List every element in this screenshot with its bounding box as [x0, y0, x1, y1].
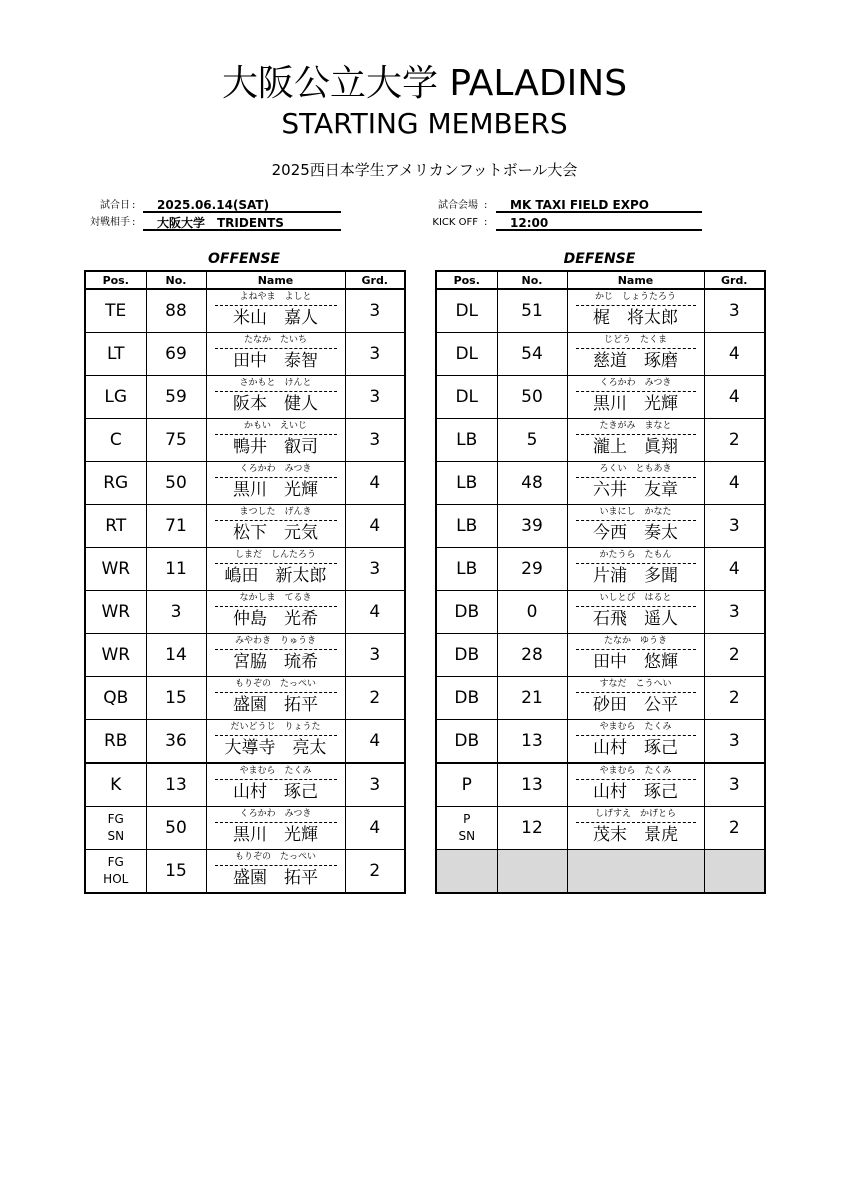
offense-col-grd: Grd.: [345, 271, 405, 289]
defense-col-no: No.: [497, 271, 567, 289]
jersey-number: 88: [146, 289, 206, 333]
reading-divider: [215, 649, 337, 650]
position-cell: RT: [85, 505, 146, 548]
grade-cell: 4: [704, 548, 765, 591]
reading-divider: [576, 434, 696, 435]
venue-separator: :: [484, 200, 488, 211]
player-name: 砂田 公平: [593, 695, 678, 715]
grade-cell: 2: [704, 419, 765, 462]
jersey-number: 71: [146, 505, 206, 548]
jersey-number: 3: [146, 591, 206, 634]
reading-divider: [576, 735, 696, 736]
player-name: 六井 友章: [593, 480, 678, 500]
name-cell: [567, 807, 704, 850]
name-cell: [206, 591, 345, 634]
empty-row: [436, 850, 765, 894]
name-cell: [206, 634, 345, 677]
reading-divider: [576, 779, 696, 780]
reading-divider: [215, 520, 337, 521]
jersey-number: 54: [497, 333, 567, 376]
position-cell: QB: [85, 677, 146, 720]
position-cell: LG: [85, 376, 146, 419]
reading-divider: [215, 391, 337, 392]
player-name: 片浦 多聞: [593, 566, 678, 586]
jersey-number: 0: [497, 591, 567, 634]
offense-table: [84, 270, 406, 894]
reading-divider: [576, 563, 696, 564]
position-cell: K: [85, 763, 146, 807]
jersey-number: 15: [146, 850, 206, 894]
kickoff-label: KICK OFF: [432, 217, 478, 228]
position-cell: P: [436, 763, 497, 807]
table-row: [85, 376, 405, 419]
defense-title: DEFENSE: [563, 251, 636, 267]
grade-cell: 4: [704, 333, 765, 376]
grade-cell: 3: [345, 376, 405, 419]
table-row: [436, 720, 765, 764]
player-name: 阪本 健人: [233, 394, 318, 414]
table-row: [85, 720, 405, 764]
name-reading: まつした げんき: [239, 507, 312, 517]
jersey-number: 11: [146, 548, 206, 591]
name-cell: [206, 548, 345, 591]
table-row: [436, 634, 765, 677]
name-cell: [206, 763, 345, 807]
position-cell: LB: [436, 505, 497, 548]
table-row: [85, 289, 405, 333]
empty-cell: [497, 850, 567, 894]
player-name: 山村 琢己: [593, 738, 678, 758]
reading-divider: [215, 692, 337, 693]
reading-divider: [576, 391, 696, 392]
venue-value: MK TAXI FIELD EXPO: [496, 198, 702, 213]
grade-cell: 3: [704, 505, 765, 548]
name-reading: じどう たくま: [603, 335, 667, 345]
position-cell: DL: [436, 289, 497, 333]
name-reading: やまむら たくみ: [599, 766, 672, 776]
reading-divider: [215, 865, 337, 866]
reading-divider: [576, 520, 696, 521]
grade-cell: 3: [345, 289, 405, 333]
player-name: 米山 嘉人: [233, 308, 318, 328]
grade-cell: 4: [345, 591, 405, 634]
position-cell: RG: [85, 462, 146, 505]
jersey-number: 29: [497, 548, 567, 591]
opponent-label: 対戦相手: [90, 217, 130, 228]
tournament-name: 2025西日本学生アメリカンフットボール大会: [271, 161, 578, 179]
name-cell: [567, 720, 704, 764]
reading-divider: [215, 606, 337, 607]
position-cell: WR: [85, 548, 146, 591]
name-reading: やまむら たくみ: [599, 722, 672, 732]
name-cell: [206, 289, 345, 333]
player-name: 嶋田 新太郎: [224, 566, 327, 586]
grade-cell: 3: [345, 763, 405, 807]
name-reading: しげすえ かげとら: [594, 809, 676, 819]
table-row: [85, 763, 405, 807]
name-reading: だいどうじ りょうた: [230, 722, 321, 732]
jersey-number: 75: [146, 419, 206, 462]
table-row: [436, 376, 765, 419]
name-cell: [567, 634, 704, 677]
reading-divider: [576, 348, 696, 349]
reading-divider: [215, 348, 337, 349]
name-reading: くろかわ みつき: [239, 464, 312, 474]
position-cell: LB: [436, 548, 497, 591]
reading-divider: [215, 434, 337, 435]
player-name: 松下 元気: [233, 523, 318, 543]
jersey-number: 39: [497, 505, 567, 548]
jersey-number: 28: [497, 634, 567, 677]
name-reading: みやわき りゅうき: [234, 636, 316, 646]
name-cell: [206, 720, 345, 764]
date-value: 2025.06.14(SAT): [143, 198, 341, 213]
reading-divider: [215, 779, 337, 780]
position-cell: DB: [436, 677, 497, 720]
empty-cell: [436, 850, 497, 894]
defense-col-pos: Pos.: [436, 271, 497, 289]
position-cell: TE: [85, 289, 146, 333]
player-name: 宮脇 琉希: [233, 652, 318, 672]
grade-cell: 2: [345, 850, 405, 894]
table-row: [436, 548, 765, 591]
name-cell: [567, 419, 704, 462]
name-cell: [567, 333, 704, 376]
defense-col-name: Name: [567, 271, 704, 289]
jersey-number: 50: [146, 462, 206, 505]
position-cell: LT: [85, 333, 146, 376]
venue-label: 試合会場: [438, 200, 478, 211]
jersey-number: 21: [497, 677, 567, 720]
grade-cell: 3: [704, 289, 765, 333]
name-reading: かたうら たもん: [599, 550, 672, 560]
grade-cell: 4: [345, 505, 405, 548]
table-row: [436, 677, 765, 720]
jersey-number: 50: [497, 376, 567, 419]
name-reading: くろかわ みつき: [599, 378, 672, 388]
jersey-number: 14: [146, 634, 206, 677]
table-row: [85, 333, 405, 376]
grade-cell: 3: [704, 720, 765, 764]
table-row: [85, 850, 405, 894]
grade-cell: 2: [704, 677, 765, 720]
player-name: 黒川 光輝: [593, 394, 678, 414]
player-name: 今西 奏太: [593, 523, 678, 543]
kickoff-separator: :: [484, 217, 488, 228]
name-reading: よねやま よしと: [239, 292, 312, 302]
name-cell: [567, 548, 704, 591]
grade-cell: 3: [345, 419, 405, 462]
player-name: 田中 泰智: [233, 351, 318, 371]
player-name: 鴨井 叡司: [233, 437, 318, 457]
opponent-value: 大阪大学 TRIDENTS: [143, 216, 341, 231]
name-cell: [206, 376, 345, 419]
player-name: 茂末 景虎: [593, 825, 678, 845]
name-reading: かじ しょうたろう: [594, 292, 676, 302]
name-reading: くろかわ みつき: [239, 809, 312, 819]
jersey-number: 5: [497, 419, 567, 462]
grade-cell: 3: [345, 548, 405, 591]
position-cell: RB: [85, 720, 146, 764]
position-line-1: FG: [107, 812, 124, 826]
position-cell: [85, 807, 146, 850]
player-name: 慈道 琢磨: [593, 351, 678, 371]
name-cell: [567, 289, 704, 333]
player-name: 仲島 光希: [233, 609, 318, 629]
table-row: [85, 807, 405, 850]
date-label: 試合日: [100, 200, 130, 211]
defense-col-grd: Grd.: [704, 271, 765, 289]
name-reading: なかしま てるき: [239, 593, 312, 603]
position-cell: C: [85, 419, 146, 462]
jersey-number: 13: [497, 763, 567, 807]
offense-col-no: No.: [146, 271, 206, 289]
table-row: [436, 591, 765, 634]
table-row: [436, 289, 765, 333]
name-cell: [567, 763, 704, 807]
grade-cell: 2: [704, 634, 765, 677]
offense-col-name: Name: [206, 271, 345, 289]
position-cell: DL: [436, 376, 497, 419]
position-cell: DB: [436, 591, 497, 634]
jersey-number: 12: [497, 807, 567, 850]
reading-divider: [576, 822, 696, 823]
table-row: [85, 505, 405, 548]
position-line-1: P: [463, 812, 471, 826]
position-cell: DB: [436, 720, 497, 764]
position-cell: [85, 850, 146, 894]
name-reading: しまだ しんたろう: [234, 550, 316, 560]
grade-cell: 2: [704, 807, 765, 850]
player-name: 黒川 光輝: [233, 480, 318, 500]
grade-cell: 4: [345, 462, 405, 505]
name-cell: [206, 850, 345, 894]
table-row: [85, 462, 405, 505]
name-cell: [567, 677, 704, 720]
grade-cell: 4: [345, 807, 405, 850]
table-row: [436, 462, 765, 505]
jersey-number: 13: [497, 720, 567, 764]
player-name: 田中 悠輝: [593, 652, 678, 672]
grade-cell: 4: [704, 462, 765, 505]
name-reading: いまにし かなた: [599, 507, 672, 517]
name-cell: [567, 462, 704, 505]
name-reading: たきがみ まなと: [599, 421, 672, 431]
jersey-number: 59: [146, 376, 206, 419]
player-name: 梶 将太郎: [593, 308, 678, 328]
jersey-number: 36: [146, 720, 206, 764]
name-reading: かもい えいじ: [243, 421, 307, 431]
name-cell: [567, 376, 704, 419]
name-cell: [567, 591, 704, 634]
page-subtitle: STARTING MEMBERS: [281, 107, 568, 140]
position-cell: DB: [436, 634, 497, 677]
kickoff-value: 12:00: [496, 216, 702, 231]
name-reading: やまむら たくみ: [239, 766, 312, 776]
player-name: 山村 琢己: [233, 782, 318, 802]
table-row: [436, 807, 765, 850]
table-row: [85, 419, 405, 462]
date-separator: :: [132, 200, 136, 211]
reading-divider: [576, 649, 696, 650]
reading-divider: [215, 305, 337, 306]
empty-cell: [567, 850, 704, 894]
grade-cell: 3: [345, 333, 405, 376]
offense-col-pos: Pos.: [85, 271, 146, 289]
name-reading: さかもと けんと: [239, 378, 312, 388]
player-name: 盛園 拓平: [233, 868, 318, 888]
reading-divider: [215, 822, 337, 823]
jersey-number: 69: [146, 333, 206, 376]
position-line-2: HOL: [103, 872, 129, 886]
name-cell: [206, 419, 345, 462]
player-name: 盛園 拓平: [233, 695, 318, 715]
jersey-number: 51: [497, 289, 567, 333]
reading-divider: [215, 563, 337, 564]
player-name: 大導寺 亮太: [224, 738, 327, 758]
name-reading: すなだ こうへい: [599, 679, 672, 689]
name-reading: ろくい ともあき: [599, 464, 672, 474]
reading-divider: [576, 606, 696, 607]
name-cell: [206, 505, 345, 548]
table-row: [436, 419, 765, 462]
offense-title: OFFENSE: [208, 251, 280, 267]
position-cell: DL: [436, 333, 497, 376]
name-cell: [206, 807, 345, 850]
table-row: [85, 591, 405, 634]
table-row: [436, 333, 765, 376]
table-row: [436, 763, 765, 807]
name-cell: [206, 462, 345, 505]
jersey-number: 15: [146, 677, 206, 720]
reading-divider: [576, 477, 696, 478]
position-cell: [436, 807, 497, 850]
player-name: 瀧上 眞翔: [593, 437, 678, 457]
name-reading: たなか たいち: [243, 335, 307, 345]
reading-divider: [215, 477, 337, 478]
name-reading: たなか ゆうき: [603, 636, 667, 646]
name-reading: もりぞの たっぺい: [234, 679, 316, 689]
empty-cell: [704, 850, 765, 894]
grade-cell: 3: [345, 634, 405, 677]
player-name: 黒川 光輝: [233, 825, 318, 845]
position-cell: LB: [436, 419, 497, 462]
position-cell: WR: [85, 634, 146, 677]
grade-cell: 3: [704, 763, 765, 807]
name-reading: もりぞの たっぺい: [234, 852, 316, 862]
position-line-2: SN: [107, 829, 125, 843]
jersey-number: 50: [146, 807, 206, 850]
position-cell: LB: [436, 462, 497, 505]
table-row: [436, 505, 765, 548]
player-name: 石飛 遥人: [593, 609, 678, 629]
reading-divider: [576, 305, 696, 306]
position-cell: WR: [85, 591, 146, 634]
opponent-separator: :: [132, 217, 136, 228]
defense-table: [435, 270, 766, 894]
grade-cell: 3: [704, 591, 765, 634]
grade-cell: 4: [345, 720, 405, 764]
jersey-number: 13: [146, 763, 206, 807]
grade-cell: 2: [345, 677, 405, 720]
grade-cell: 4: [704, 376, 765, 419]
reading-divider: [576, 692, 696, 693]
name-cell: [567, 505, 704, 548]
reading-divider: [215, 735, 337, 736]
name-cell: [206, 333, 345, 376]
position-line-1: FG: [107, 855, 124, 869]
table-row: [85, 634, 405, 677]
team-title: 大阪公立大学 PALADINS: [221, 63, 628, 104]
table-row: [85, 548, 405, 591]
jersey-number: 48: [497, 462, 567, 505]
name-cell: [206, 677, 345, 720]
position-line-2: SN: [458, 829, 476, 843]
player-name: 山村 琢己: [593, 782, 678, 802]
name-reading: いしとび はると: [599, 593, 672, 603]
table-row: [85, 677, 405, 720]
